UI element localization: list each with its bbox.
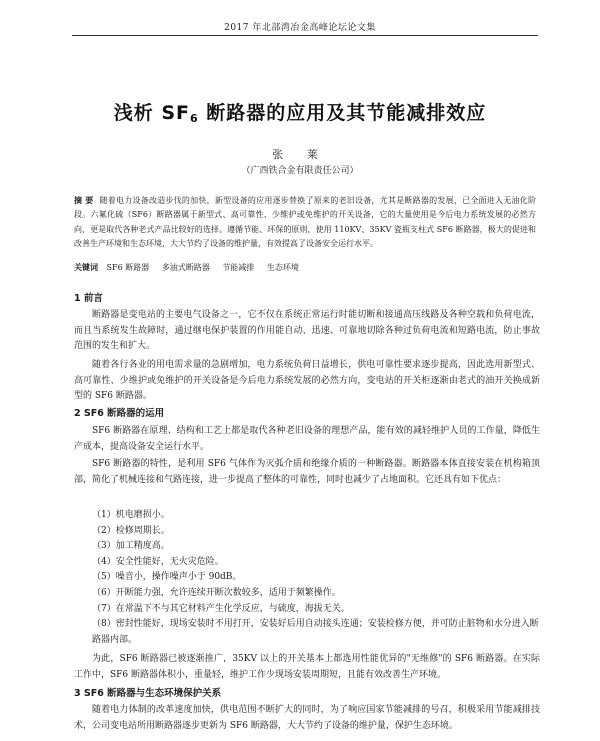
list-item: （1）机电磨损小。 xyxy=(92,510,170,520)
keyword: 生态环境 xyxy=(266,263,299,272)
keywords-label: 关键词 xyxy=(74,263,98,272)
list-item: （5）噪音小，操作噪声小于 90dB。 xyxy=(92,572,242,583)
keyword: 节能减排 xyxy=(222,263,255,272)
section-1-paragraph-1: 断路器是变电站的主要电气设备之一，它不仅在系统正常运行时能切断和接通高压线路及各种空载和负荷电流，而且当系统发生故障时，通过继电保护装置的作用能自动、迅速、可靠地切除各种过负荷电流和短路电流，防止事故范围的发生和扩大。 xyxy=(74,310,540,352)
section-3-paragraph-1: 随着电力体制的改革速度加快，供电范围不断扩大的同时，为了响应国家节能减排的号召，积极采用节能减排技术，公司变电站所用断路器逐步更新为 SF6 断路器，大大节约了设备的维护量，保护生态环境。 xyxy=(74,705,540,731)
advantages-list xyxy=(74,508,540,648)
running-head: 2017 年北部湾冶金高峰论坛论文集 xyxy=(224,23,376,33)
list-item: （7）在常温下不与其它材料产生化学反应，与硫度，海拔无关。 xyxy=(92,603,350,614)
list-item: （6）开断能力强，允许连续开断次数较多，适用于频繁操作。 xyxy=(92,587,341,598)
header-rule xyxy=(72,35,538,36)
list-item: （2）检修周期长。 xyxy=(92,525,170,536)
affiliation: （广西铁合金有限责任公司） xyxy=(241,166,359,176)
keyword: 多油式断路器 xyxy=(161,263,210,272)
section-1-heading: 1 前言 xyxy=(74,293,103,304)
abstract-text: 随着电力设备改造步伐的加快，新型设备的应用逐步替换了原来的老旧设备，尤其是断路器的发展，已全面进入无油化阶段。六氟化硫（SF6）断路器属于新型式、高可靠性、少维护或免维护的开关设备，它的大量使用是今后电力系统发展的必然方向，更是取代各种老式产品比较好的选择。遵循节能、环保的原则，使用 110KV、35KV 瓷瓶支柱式 SF6 断路器，极大的促进和改善生产环境和生态环境，大大节约了设备的维护量，有效提高了设备安全运行水平。 xyxy=(74,196,536,248)
section-2-heading: 2 SF6 断路器的运用 xyxy=(74,408,165,419)
author: 张 莱 xyxy=(272,148,328,161)
section-2-paragraph-2: SF6 断路器的特性，是利用 SF6 气体作为灭弧介质和绝缘介质的一种断路器。断路器本体直接安装在机构箱顶部，简化了机械连接和气路连接，进一步提高了整体的可靠性，同时也减少了占地面积。它还具有如下优点： xyxy=(74,459,540,485)
title-rest: 断路器的应用及其节能减排效应 xyxy=(198,102,487,124)
title-subscript: 6 xyxy=(190,112,199,125)
section-1-paragraph-2: 随着各行各业的用电需求量的急剧增加，电力系统负荷日益增长，供电可靠性要求逐步提高，因此选用新型式、高可靠性、少维护或免维护的开关设备是今后电力系统发展的必然方向，变电站的开关柜逐渐由老式的油开关换成新型的 SF6 断路器。 xyxy=(74,360,540,402)
section-2-paragraph-1: SF6 断路器在原理、结构和工艺上都是取代各种老旧设备的理想产品，能有效的减轻维护人员的工作量，降低生产成本，提高设备安全运行水平。 xyxy=(74,426,540,452)
list-item: （3）加工精度高。 xyxy=(92,541,170,552)
section-2-closing: 为此，SF6 断路器已被逐渐推广，35KV 以上的开关基本上都选用性能优异的"无维修"的 SF6 断路器。在实际工作中，SF6 断路器体积小，重量轻，维护工作少现场安装周期短，且能有效改善生产环境。 xyxy=(74,654,540,680)
keyword: SF6 断路器 xyxy=(106,263,150,272)
keywords xyxy=(74,262,536,274)
title-main: 浅析 SF xyxy=(113,102,190,124)
paper-title xyxy=(0,98,600,125)
abstract xyxy=(74,194,536,251)
abstract-label: 摘 要 xyxy=(74,196,94,205)
section-3-heading: 3 SF6 断路器与生态环境保护关系 xyxy=(74,688,222,699)
list-item: （4）安全性能好，无火灾危险。 xyxy=(92,556,224,567)
list-item: （8）密封性能好，现场安装时不用打开，安装好后用自动接头连通；安装检修方便，并可防止脏物和水分进入断路器内部。 xyxy=(92,619,539,645)
